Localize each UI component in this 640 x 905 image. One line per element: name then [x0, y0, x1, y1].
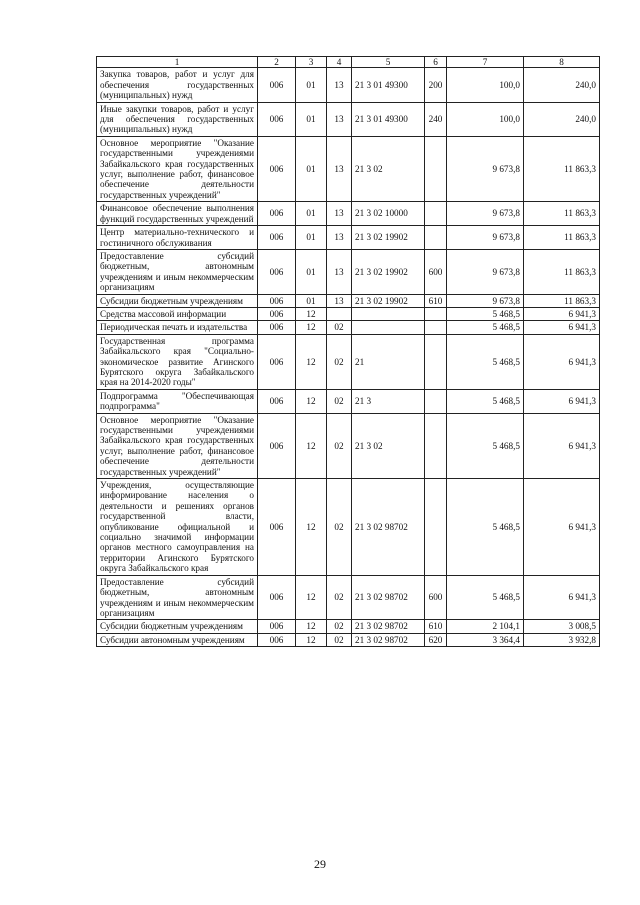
column-header-4: 4 [327, 57, 352, 68]
cell-expense-type: 200 [425, 68, 447, 102]
cell-amount-col8: 3 932,8 [524, 633, 600, 646]
cell-department-code: 006 [258, 620, 296, 633]
column-header-5: 5 [352, 57, 425, 68]
cell-subsection-code: 02 [327, 321, 352, 334]
table-row [97, 334, 600, 389]
cell-section-code: 12 [296, 620, 327, 633]
cell-target-article: 21 3 02 19902 [352, 226, 425, 250]
cell-target-article: 21 3 [352, 389, 425, 413]
cell-amount-col8: 6 941,3 [524, 321, 600, 334]
cell-department-code: 006 [258, 413, 296, 478]
cell-amount-col8: 6 941,3 [524, 334, 600, 389]
row-name: Основное мероприятие "Оказание государственными учреждениями Забайкальского края государственных услуг, выполнение работ, финансовое обеспечение деятельности государственных учреждений" [97, 413, 258, 478]
cell-amount-col8: 240,0 [524, 102, 600, 136]
cell-amount-col7: 2 104,1 [447, 620, 524, 633]
table-row [97, 307, 600, 320]
cell-expense-type: 610 [425, 620, 447, 633]
row-name: Основное мероприятие "Оказание государственными учреждениями Забайкальского края государственных услуг, выполнение работ, финансовое обеспечение деятельности государственных учреждений" [97, 136, 258, 201]
row-name: Субсидии бюджетным учреждениям [97, 294, 258, 307]
table-row [97, 620, 600, 633]
budget-table [96, 56, 600, 647]
header-row [97, 57, 600, 68]
cell-section-code: 12 [296, 389, 327, 413]
table-row [97, 413, 600, 478]
cell-amount-col8: 11 863,3 [524, 136, 600, 201]
cell-expense-type [425, 226, 447, 250]
cell-amount-col8: 11 863,3 [524, 294, 600, 307]
cell-amount-col7: 5 468,5 [447, 307, 524, 320]
cell-subsection-code: 13 [327, 202, 352, 226]
cell-subsection-code: 13 [327, 136, 352, 201]
row-name: Субсидии бюджетным учреждениям [97, 620, 258, 633]
cell-department-code: 006 [258, 226, 296, 250]
cell-amount-col8: 6 941,3 [524, 479, 600, 576]
table-row [97, 102, 600, 136]
table-row [97, 202, 600, 226]
cell-amount-col7: 9 673,8 [447, 136, 524, 201]
row-name: Иные закупки товаров, работ и услуг для обеспечения государственных (муниципальных) нужд [97, 102, 258, 136]
cell-subsection-code: 13 [327, 226, 352, 250]
cell-target-article [352, 307, 425, 320]
cell-section-code: 01 [296, 68, 327, 102]
cell-amount-col7: 9 673,8 [447, 226, 524, 250]
cell-target-article: 21 3 02 98702 [352, 633, 425, 646]
table-row [97, 479, 600, 576]
column-header-1: 1 [97, 57, 258, 68]
cell-section-code: 01 [296, 202, 327, 226]
cell-expense-type [425, 389, 447, 413]
cell-department-code: 006 [258, 389, 296, 413]
cell-expense-type [425, 413, 447, 478]
column-header-6: 6 [425, 57, 447, 68]
table-row [97, 575, 600, 620]
cell-subsection-code: 02 [327, 334, 352, 389]
column-header-8: 8 [524, 57, 600, 68]
cell-subsection-code: 02 [327, 389, 352, 413]
cell-target-article: 21 3 02 [352, 413, 425, 478]
cell-amount-col8: 11 863,3 [524, 249, 600, 294]
cell-amount-col7: 5 468,5 [447, 479, 524, 576]
cell-department-code: 006 [258, 102, 296, 136]
cell-section-code: 12 [296, 479, 327, 576]
cell-amount-col8: 11 863,3 [524, 202, 600, 226]
row-name: Финансовое обеспечение выполнения функций государственных учреждений [97, 202, 258, 226]
page-number: 29 [314, 857, 326, 871]
cell-amount-col7: 9 673,8 [447, 249, 524, 294]
table-row [97, 136, 600, 201]
cell-department-code: 006 [258, 479, 296, 576]
cell-target-article: 21 [352, 334, 425, 389]
row-name: Государственная программа Забайкальского края "Социально-экономическое развитие Агинского Бурятского округа Забайкальского края на 2014-2020 годы" [97, 334, 258, 389]
column-header-3: 3 [296, 57, 327, 68]
cell-expense-type [425, 307, 447, 320]
cell-department-code: 006 [258, 249, 296, 294]
cell-expense-type: 620 [425, 633, 447, 646]
cell-department-code: 006 [258, 202, 296, 226]
row-name: Периодическая печать и издательства [97, 321, 258, 334]
cell-amount-col7: 5 468,5 [447, 575, 524, 620]
cell-subsection-code: 13 [327, 68, 352, 102]
cell-amount-col8: 11 863,3 [524, 226, 600, 250]
cell-amount-col7: 5 468,5 [447, 389, 524, 413]
cell-section-code: 12 [296, 307, 327, 320]
cell-amount-col7: 100,0 [447, 68, 524, 102]
table-row [97, 389, 600, 413]
cell-subsection-code: 02 [327, 479, 352, 576]
row-name: Закупка товаров, работ и услуг для обеспечения государственных (муниципальных) нужд [97, 68, 258, 102]
cell-target-article: 21 3 02 10000 [352, 202, 425, 226]
table-row [97, 321, 600, 334]
cell-target-article: 21 3 02 [352, 136, 425, 201]
cell-target-article: 21 3 02 98702 [352, 620, 425, 633]
cell-amount-col8: 240,0 [524, 68, 600, 102]
cell-department-code: 006 [258, 321, 296, 334]
table-body [97, 68, 600, 647]
column-header-2: 2 [258, 57, 296, 68]
table-row [97, 249, 600, 294]
cell-department-code: 006 [258, 136, 296, 201]
cell-section-code: 12 [296, 413, 327, 478]
row-name: Подпрограмма "Обеспечивающая подпрограмма" [97, 389, 258, 413]
cell-section-code: 12 [296, 321, 327, 334]
cell-amount-col7: 3 364,4 [447, 633, 524, 646]
cell-expense-type [425, 202, 447, 226]
cell-expense-type [425, 321, 447, 334]
cell-section-code: 01 [296, 102, 327, 136]
cell-amount-col7: 9 673,8 [447, 202, 524, 226]
cell-amount-col8: 6 941,3 [524, 307, 600, 320]
cell-subsection-code: 02 [327, 413, 352, 478]
cell-subsection-code: 02 [327, 620, 352, 633]
cell-target-article: 21 3 02 19902 [352, 249, 425, 294]
row-name: Предоставление субсидий бюджетным, автономным учреждениям и иным некоммерческим организациям [97, 575, 258, 620]
cell-amount-col7: 100,0 [447, 102, 524, 136]
table-row [97, 68, 600, 102]
cell-expense-type: 600 [425, 575, 447, 620]
cell-department-code: 006 [258, 334, 296, 389]
cell-expense-type: 240 [425, 102, 447, 136]
cell-department-code: 006 [258, 575, 296, 620]
cell-amount-col7: 9 673,8 [447, 294, 524, 307]
cell-section-code: 12 [296, 633, 327, 646]
cell-target-article: 21 3 02 19902 [352, 294, 425, 307]
cell-section-code: 12 [296, 575, 327, 620]
cell-expense-type [425, 334, 447, 389]
row-name: Субсидии автономным учреждениям [97, 633, 258, 646]
cell-section-code: 01 [296, 136, 327, 201]
cell-department-code: 006 [258, 633, 296, 646]
cell-amount-col8: 6 941,3 [524, 389, 600, 413]
cell-amount-col7: 5 468,5 [447, 334, 524, 389]
cell-department-code: 006 [258, 307, 296, 320]
cell-target-article: 21 3 01 49300 [352, 102, 425, 136]
column-header-7: 7 [447, 57, 524, 68]
cell-section-code: 12 [296, 334, 327, 389]
cell-subsection-code: 13 [327, 249, 352, 294]
cell-section-code: 01 [296, 226, 327, 250]
table-row [97, 226, 600, 250]
row-name: Средства массовой информации [97, 307, 258, 320]
cell-amount-col8: 6 941,3 [524, 413, 600, 478]
cell-amount-col8: 6 941,3 [524, 575, 600, 620]
cell-section-code: 01 [296, 294, 327, 307]
row-name: Предоставление субсидий бюджетным, автономным учреждениям и иным некоммерческим организациям [97, 249, 258, 294]
cell-target-article: 21 3 02 98702 [352, 479, 425, 576]
cell-target-article: 21 3 01 49300 [352, 68, 425, 102]
cell-amount-col7: 5 468,5 [447, 321, 524, 334]
cell-subsection-code: 13 [327, 294, 352, 307]
cell-subsection-code: 02 [327, 633, 352, 646]
table-row [97, 633, 600, 646]
cell-subsection-code: 13 [327, 102, 352, 136]
cell-subsection-code: 02 [327, 575, 352, 620]
cell-amount-col7: 5 468,5 [447, 413, 524, 478]
cell-target-article: 21 3 02 98702 [352, 575, 425, 620]
cell-target-article [352, 321, 425, 334]
cell-department-code: 006 [258, 294, 296, 307]
row-name: Учреждения, осуществляющие информирование населения о деятельности и решениях органов государственной власти, опубликование официальной и социально значимой информации органов местного самоуправления на территории Агинского Бурятского округа Забайкальского края [97, 479, 258, 576]
cell-section-code: 01 [296, 249, 327, 294]
row-name: Центр материально-технического и гостиничного обслуживания [97, 226, 258, 250]
cell-subsection-code [327, 307, 352, 320]
cell-amount-col8: 3 008,5 [524, 620, 600, 633]
table-row [97, 294, 600, 307]
cell-expense-type: 610 [425, 294, 447, 307]
cell-expense-type: 600 [425, 249, 447, 294]
cell-expense-type [425, 136, 447, 201]
cell-department-code: 006 [258, 68, 296, 102]
cell-expense-type [425, 479, 447, 576]
